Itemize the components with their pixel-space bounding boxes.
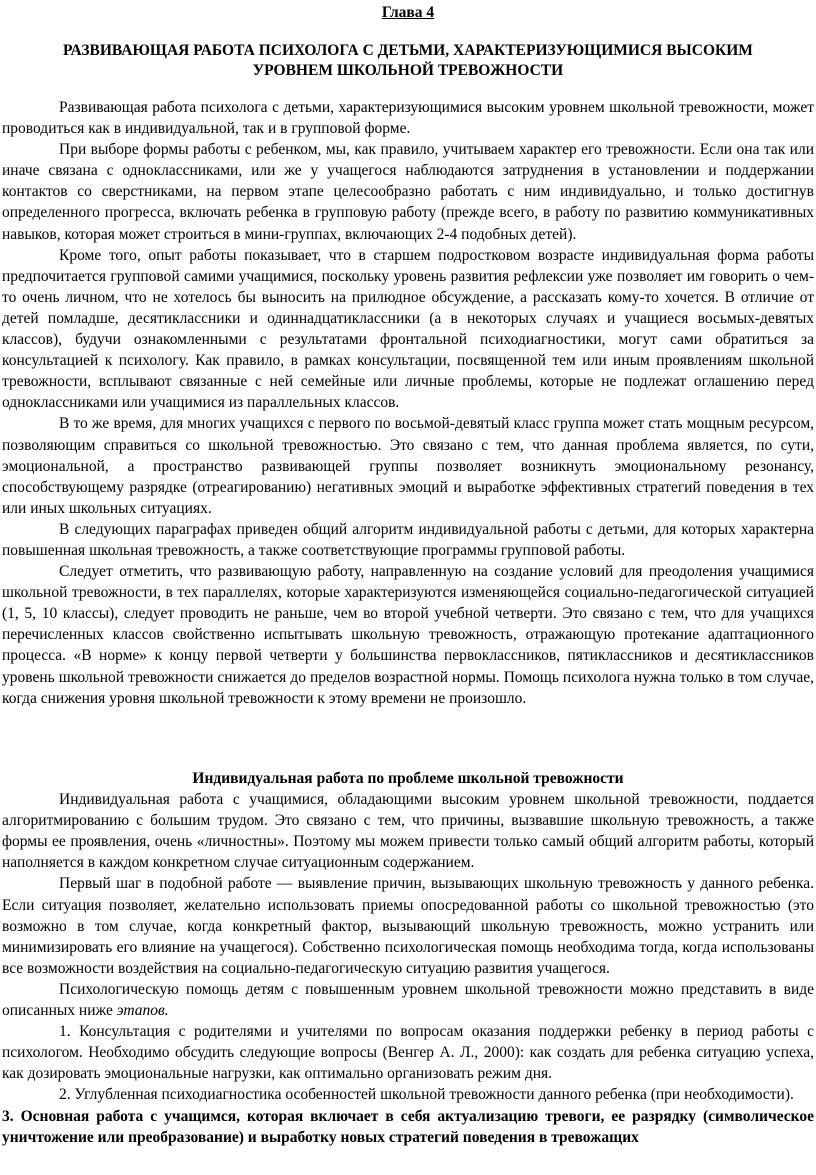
stages-intro-text: Психологическую помощь детям с повышенным уровнем школьной тревожности можно представить в виде описанных ниже: [2, 980, 814, 1020]
paragraph: Индивидуальная работа с учащимися, обладающими высоким уровнем школьной тревожности, поддается алгоритмированию с большим трудом. Это связано с тем, что причины, вызвавшие школьную тревожность, а также формы ее проявления, очень «личностны». Поэтому мы можем привести только самый общий алгоритм работы, который наполняется в каждом конкретном случае ситуационным содержанием.: [2, 791, 814, 872]
stages-word: этапов.: [116, 1002, 169, 1020]
paragraph: Первый шаг в подобной работе — выявление причин, вызывающих школьную тревожность у данного ребенка. Если ситуация позволяет, желательно использовать приемы опосредованной работы со школьной тревожностью (это возможно в том случае, когда конкретный фактор, вызывающий школьную тревожность, можно устранить или минимизировать его влияние на учащегося). Собственно психологическая помощь необходима тогда, когда использованы все возможности воздействия на социально-педагогическую ситуацию развития учащегося.: [2, 875, 814, 977]
paragraph: Следует отметить, что развивающую работу, направленную на создание условий для преодоления учащимися школьной тревожности, в тех параллелях, которые характеризуются изменяющейся социально-педагогической ситуацией (1, 5, 10 классы), следует проводить не раньше, чем во второй учебной четверти. Это связано с тем, что для учащихся перечисленных классов свойственно испытывать школьную тревожность, отражающую протекание адаптационного процесса. «В норме» к концу первой четверти у большинства первоклассников, пятиклассников и десятиклассников уровень школьной тревожности снижается до пределов возрастной нормы. Помощь психолога нужна только в том случае, когда снижения уровня школьной тревожности к этому времени не произошло.: [2, 563, 814, 707]
stage-item: 2. Углубленная психодиагностика особенностей школьной тревожности данного ребенка (при необходимости).: [59, 1086, 794, 1104]
paragraph: В следующих параграфах приведен общий алгоритм индивидуальной работы с детьми, для которых характерна повышенная школьная тревожность, а также соответствующие программы групповой работы.: [2, 520, 814, 559]
stages-intro-paragraph: [2, 979, 814, 1021]
intro-text: [2, 97, 814, 709]
stage-item-bold: 3. Основная работа с учащимся, которая включает в себя актуализацию тревоги, ее разрядку (символическое уничтожение или преобразование) и выработку новых стратегий поведения в тревожащих: [2, 1107, 814, 1146]
paragraph: При выборе формы работы с ребенком, мы, как правило, учитываем характер его тревожности. Если она так или иначе связана с одноклассниками, или же у учащегося наблюдаются затруднения в установлении и поддержании контактов со сверстниками, на первом этапе целесообразно работать с ним индивидуально, и только достигнув определенного прогресса, включать ребенка в групповую работу (прежде всего, в работу по развитию коммуникативных навыков, которая может строиться в мини-группах, включающих 2-4 подобных детей).: [2, 141, 814, 243]
chapter-title: РАЗВИВАЮЩАЯ РАБОТА ПСИХОЛОГА С ДЕТЬМИ, ХАРАКТЕРИЗУЮЩИМИСЯ ВЫСОКИМ УРОВНЕМ ШКОЛЬНОЙ ТРЕВОЖНОСТИ: [63, 42, 753, 79]
paragraph: В то же время, для многих учащихся с первого по восьмой-девятый класс группа может стать мощным ресурсом, позволяющим справиться со школьной тревожностью. Это связано с тем, что данная проблема является, по сути, эмоциональной, а пространство развивающей группы позволяет возникнуть эмоциональному резонансу, способствующему разрядке (отреагированию) негативных эмоций и выработке эффективных стратегий поведения в тех или иных школьных ситуациях.: [2, 415, 814, 517]
section-heading: Индивидуальная работа по проблеме школьной тревожности: [192, 770, 624, 787]
section-individual-work: [2, 768, 814, 1148]
chapter-label: Глава 4: [381, 4, 435, 21]
stage-item: 1. Консультация с родителями и учителями по вопросам оказания поддержки ребенку в период работы с психологом. Необходимо обсудить следующие вопросы (Венгер А. Л., 2000): как создать для ребенка ситуацию успеха, как дозировать эмоциональные нагрузки, как оптимально организовать режим дня.: [2, 1023, 814, 1083]
paragraph: Развивающая работа психолога с детьми, характеризующимися высоким уровнем школьной тревожности, может проводиться как в индивидуальной, так и в групповой форме.: [2, 99, 814, 138]
paragraph: Кроме того, опыт работы показывает, что в старшем подростковом возрасте индивидуальная форма работы предпочитается групповой самими учащимися, поскольку уровень развития рефлексии уже позволяет им говорить о чем-то очень личном, что не хотелось бы выносить на прилюдное обсуждение, а рассказать кому-то хочется. В отличие от детей помладше, десятиклассники и одиннадцатиклассники (а в некоторых случаях и учащиеся восьмых-девятых классов), будучи ознакомленными с результатами фронтальной психодиагностики, могут сами обратиться за консультацией к психологу. Как правило, в рамках консультации, посвященной тем или иным проявлениям школьной тревожности, всплывают связанные с ней семейные или личные проблемы, которые не подлежат оглашению перед одноклассниками или учащимися из параллельных классов.: [2, 246, 814, 412]
